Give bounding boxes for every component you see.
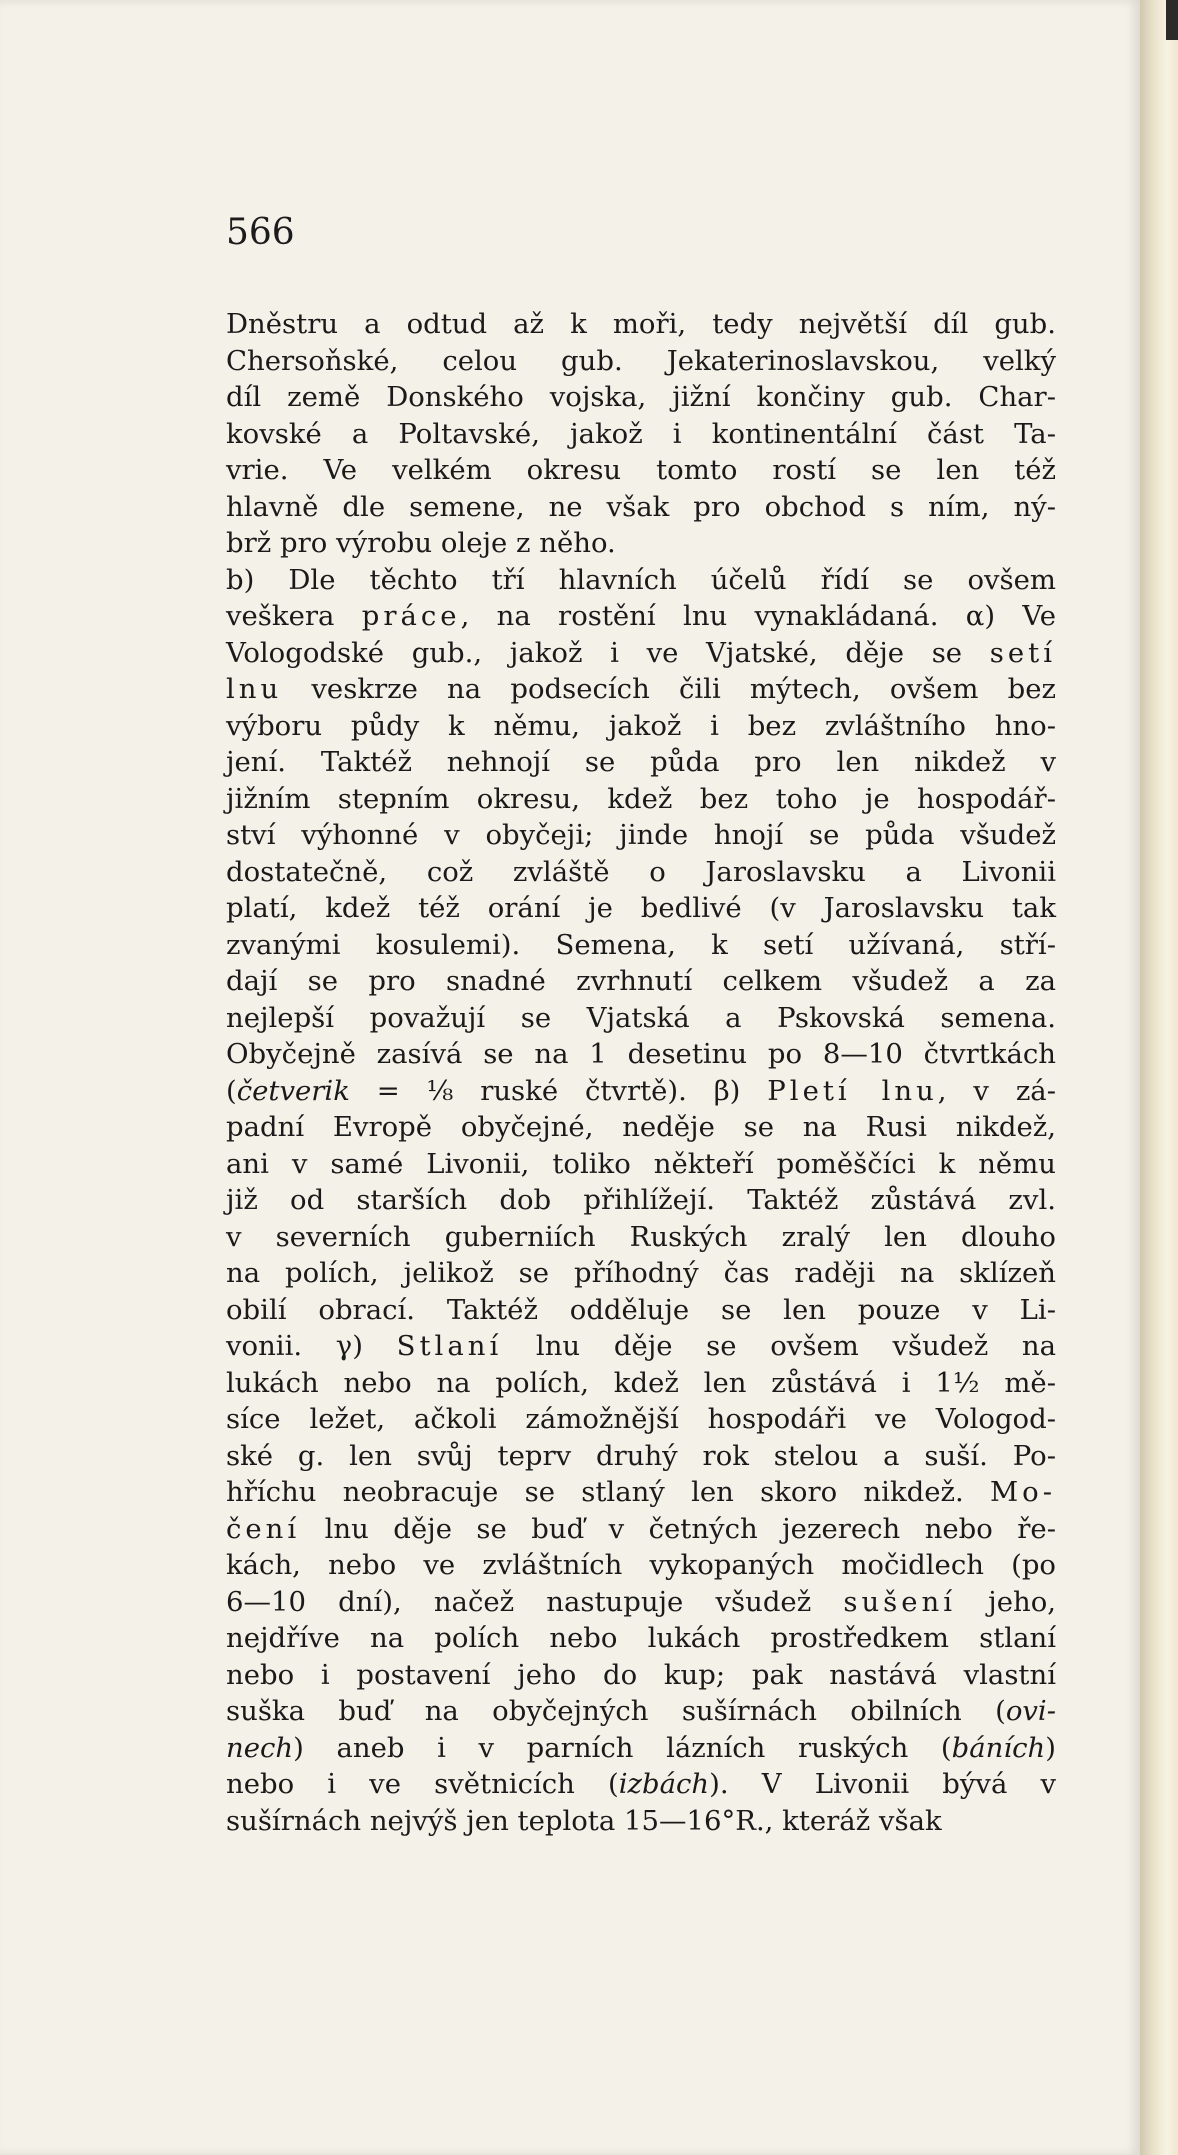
text-segment: vonii. γ)	[226, 1330, 397, 1362]
text-line	[226, 1803, 1056, 1840]
text-segment: Obyčejně zasívá se na 1 desetinu po 8—10 čtvrtkách	[226, 1038, 1056, 1070]
text-line	[226, 1000, 1056, 1037]
text-segment: setí	[989, 636, 1056, 669]
text-line	[226, 525, 1056, 562]
text-line	[226, 1474, 1056, 1511]
text-line	[226, 1365, 1056, 1402]
text-line	[226, 963, 1056, 1000]
text-line	[226, 744, 1056, 781]
text-line	[226, 452, 1056, 489]
text-segment: v severních guberniích Ruských zralý len dlouho	[226, 1220, 1056, 1253]
text-segment: ani v samé Livonii, toliko někteří poměščíci k němu	[226, 1147, 1056, 1180]
text-segment: nejdříve na polích nebo lukách prostředkem stlaní	[226, 1622, 1056, 1654]
body-text	[226, 306, 1056, 1839]
text-line	[226, 1401, 1056, 1438]
text-segment: nejlepší považují se Vjatská a Pskovská semena.	[226, 1001, 1056, 1034]
text-segment: obilí obrací. Taktéž odděluje se len pouze v Li-	[226, 1293, 1056, 1326]
text-segment: )	[1045, 1731, 1056, 1764]
text-segment: nebo i postavení jeho do kup; pak nastává vlastní	[226, 1658, 1056, 1691]
text-segment: lnu děje se buď v četných jezerech nebo ře-	[300, 1512, 1056, 1545]
text-line	[226, 1219, 1056, 1256]
text-line	[226, 1255, 1056, 1292]
text-line	[226, 1328, 1056, 1365]
text-line	[226, 1292, 1056, 1329]
text-segment: ) aneb i v parních lázních ruských (	[293, 1731, 952, 1764]
text-segment: lnu	[226, 673, 283, 705]
text-line	[226, 671, 1056, 708]
text-line	[226, 1693, 1056, 1730]
text-line	[226, 1146, 1056, 1183]
text-segment: (	[226, 1074, 237, 1107]
text-line	[226, 854, 1056, 891]
text-line	[226, 1766, 1056, 1803]
text-segment: ské g. len svůj teprv druhý rok stelou a suší. Po-	[226, 1439, 1056, 1472]
text-segment: vrie. Ve velkém okresu tomto rostí se len též	[226, 454, 1056, 486]
text-segment: hříchu neobracuje se stlaný len skoro nikdež.	[226, 1476, 990, 1508]
text-segment: Mo-	[989, 1476, 1056, 1508]
text-segment: ství výhonné v obyčeji; jinde hnojí se půda všudež	[226, 819, 1056, 851]
text-segment: = ⅛ ruské čtvrtě). β)	[349, 1074, 768, 1107]
text-segment: jeho,	[956, 1585, 1056, 1618]
text-line	[226, 379, 1056, 416]
text-line	[226, 489, 1056, 526]
text-segment: síce ležet, ačkoli zámožnější hospodáři ve Vologod-	[226, 1403, 1056, 1435]
text-segment: čení	[226, 1512, 301, 1545]
page-corner	[1166, 0, 1178, 40]
text-segment: izbách	[618, 1768, 710, 1800]
text-line	[226, 1730, 1056, 1767]
text-segment: zvanými kosulemi). Semena, k setí užívaná, stří-	[226, 928, 1056, 961]
text-line	[226, 416, 1056, 453]
text-segment: brž pro výrobu oleje z něho.	[226, 527, 616, 559]
page-edge	[1140, 0, 1178, 2155]
text-segment: četverik	[236, 1074, 350, 1107]
text-segment: 6—10 dní), načež nastupuje všudež	[226, 1585, 844, 1618]
text-segment: ovi-	[1005, 1695, 1056, 1727]
text-line	[226, 1073, 1056, 1110]
text-segment: hlavně dle semene, ne však pro obchod s ním, ný-	[226, 490, 1056, 523]
text-line	[226, 1511, 1056, 1548]
text-segment: jení. Taktéž nehnojí se půda pro len nikdež v	[226, 746, 1056, 778]
text-segment: sušení	[843, 1585, 957, 1618]
text-segment: lukách nebo na polích, kdež len zůstává i 1½ mě-	[226, 1366, 1056, 1399]
text-segment: ). V Livonii bývá v	[709, 1768, 1056, 1800]
text-segment: nech	[226, 1731, 294, 1764]
text-segment: nebo i ve světnicích (	[226, 1768, 619, 1800]
text-segment: díl země Donského vojska, jižní končiny gub. Char-	[226, 381, 1056, 413]
text-segment: již od starších dob přihlížejí. Taktéž zůstává zvl.	[226, 1184, 1056, 1216]
text-segment: , na rostění lnu vynakládaná. α) Ve	[460, 600, 1056, 632]
text-segment: , v zá-	[937, 1074, 1056, 1107]
text-segment: jižním stepním okresu, kdež bez toho je hospodář-	[226, 782, 1056, 815]
text-segment: lnu děje se ovšem všudež na	[502, 1330, 1056, 1362]
text-line	[226, 1584, 1056, 1621]
text-segment: báních	[951, 1731, 1046, 1764]
text-segment: práce	[361, 600, 461, 632]
text-line	[226, 1036, 1056, 1073]
text-line	[226, 562, 1056, 599]
text-line	[226, 817, 1056, 854]
text-segment: Vologodské gub., jakož i ve Vjatské, děje se	[226, 636, 990, 669]
text-line	[226, 1438, 1056, 1475]
text-segment: suška buď na obyčejných sušírnách obilních (	[226, 1695, 1006, 1727]
text-segment: Pletí lnu	[767, 1074, 938, 1107]
text-line	[226, 1547, 1056, 1584]
text-line	[226, 1620, 1056, 1657]
text-segment: výboru půdy k němu, jakož i bez zvláštního hno-	[226, 709, 1056, 742]
text-line	[226, 1182, 1056, 1219]
page-number: 566	[226, 212, 295, 253]
text-segment: na polích, jelikož se příhodný čas raději na sklízeň	[226, 1257, 1056, 1289]
text-segment: Stlaní	[396, 1330, 503, 1362]
text-segment: kách, nebo ve zvláštních vykopaných močidlech (po	[226, 1549, 1056, 1581]
text-line	[226, 708, 1056, 745]
text-line	[226, 598, 1056, 635]
text-segment: b) Dle těchto tří hlavních účelů řídí se ovšem	[226, 563, 1056, 596]
text-segment: dají se pro snadné zvrhnutí celkem všudež a za	[226, 965, 1056, 997]
text-segment: sušírnách nejvýš jen teplota 15—16°R., kteráž však	[226, 1804, 942, 1837]
text-line	[226, 890, 1056, 927]
text-line	[226, 635, 1056, 672]
text-line	[226, 781, 1056, 818]
text-segment: kovské a Poltavské, jakož i kontinentální část Ta-	[226, 417, 1056, 450]
text-line	[226, 1657, 1056, 1694]
text-segment: padní Evropě obyčejné, neděje se na Rusi nikdež,	[226, 1111, 1056, 1143]
text-segment: dostatečně, což zvláště o Jaroslavsku a Livonii	[226, 855, 1056, 888]
text-line	[226, 927, 1056, 964]
text-line	[226, 343, 1056, 380]
text-segment: Dněstru a odtud až k moři, tedy největší díl gub.	[226, 308, 1056, 340]
text-segment: Chersoňské, celou gub. Jekaterinoslavskou, velký	[226, 344, 1056, 377]
text-segment: veskrze na podsecích čili mýtech, ovšem bez	[282, 673, 1056, 705]
text-line	[226, 306, 1056, 343]
text-line	[226, 1109, 1056, 1146]
text-segment: veškera	[226, 600, 362, 632]
text-segment: platí, kdež též orání je bedlivé (v Jaroslavsku tak	[226, 892, 1056, 924]
